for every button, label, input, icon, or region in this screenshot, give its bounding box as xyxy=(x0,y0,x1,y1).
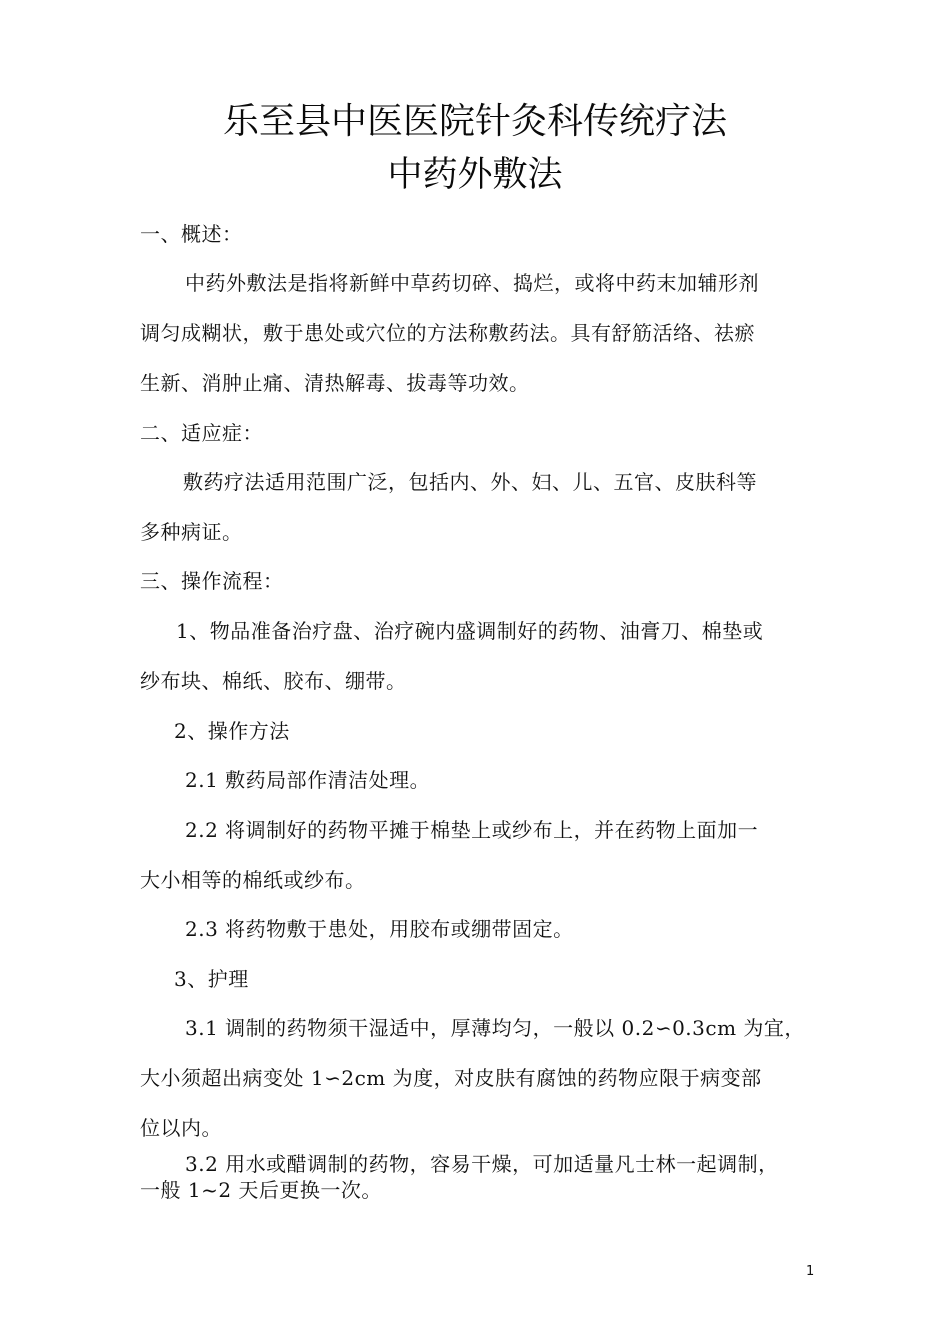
paragraph-line: 敷药疗法适用范围广泛，包括内、外、妇、儿、五官、皮肤科等 xyxy=(183,470,757,494)
paragraph-line: 纱布块、棉纸、胶布、绷带。 xyxy=(140,669,407,693)
section-heading-overview: 一、概述： xyxy=(140,222,243,246)
list-item: 2.1 敷药局部作清洁处理。 xyxy=(185,768,431,792)
document-title: 乐至县中医医院针灸科传统疗法 xyxy=(222,101,727,142)
list-item: 2.2 将调制好的药物平摊于棉垫上或纱布上，并在药物上面加一 xyxy=(185,818,759,842)
paragraph-line: 一般 1~2 天后更换一次。 xyxy=(140,1178,382,1202)
paragraph-line: 生新、消肿止痛、清热解毒、拔毒等功效。 xyxy=(140,371,530,395)
paragraph-line: 调匀成糊状，敷于患处或穴位的方法称敷药法。具有舒筋活络、祛瘀 xyxy=(140,321,755,345)
list-item: 2.3 将药物敷于患处，用胶布或绷带固定。 xyxy=(185,917,574,941)
page-number: 1 xyxy=(806,1264,815,1279)
list-item: 3.2 用水或醋调制的药物，容易干燥，可加适量凡士林一起调制， xyxy=(185,1152,779,1176)
subheading: 2、操作方法 xyxy=(174,719,290,743)
paragraph-line: 多种病证。 xyxy=(140,520,243,544)
section-heading-indications: 二、适应症： xyxy=(140,421,263,445)
paragraph-line: 中药外敷法是指将新鲜中草药切碎、捣烂，或将中药末加辅形剂 xyxy=(185,271,759,295)
section-heading-procedure: 三、操作流程： xyxy=(140,569,284,593)
paragraph-line: 大小须超出病变处 1∽2cm 为度，对皮肤有腐蚀的药物应限于病变部 xyxy=(140,1066,762,1090)
paragraph-line: 位以内。 xyxy=(140,1116,222,1140)
paragraph-line: 大小相等的棉纸或纱布。 xyxy=(140,868,366,892)
list-item: 1、物品准备治疗盘、治疗碗内盛调制好的药物、油膏刀、棉垫或 xyxy=(176,619,764,643)
document-subtitle: 中药外敷法 xyxy=(387,155,563,195)
subheading: 3、护理 xyxy=(174,967,249,991)
list-item: 3.1 调制的药物须干湿适中，厚薄均匀，一般以 0.2∽0.3cm 为宜， xyxy=(185,1016,805,1040)
